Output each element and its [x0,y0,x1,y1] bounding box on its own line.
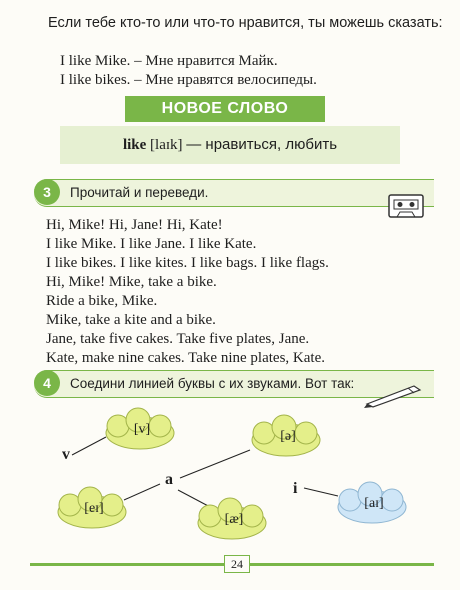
cassette-icon [388,194,424,218]
sound-ai: [aɪ] [364,496,384,511]
vocab-meaning: — нравиться, любить [186,136,338,153]
vocab-word: like [122,137,147,153]
letter-v: v [62,446,70,463]
reading-line: Jane, take five cakes. Take five plates, Jane. [46,331,310,347]
reading-line: I like Mike. I like Jane. I like Kate. [46,236,257,252]
task-number: 4 [34,370,60,396]
intro-text: Если тебе кто-то или что-то нравится, ты можешь сказать: [48,15,443,31]
reading-text [46,216,329,368]
letter-i: i [293,480,298,497]
reading-line: Kate, make nine cakes. Take nine plates, Kate. [46,350,325,366]
connector-line [304,488,338,496]
sound-ae: [æ] [224,512,244,527]
reading-line: Hi, Mike! Hi, Jane! Hi, Kate! [46,217,223,233]
letter-a: a [165,471,173,488]
task-number: 3 [34,179,60,205]
vocab-box [60,126,400,164]
reading-line: Mike, take a kite and a bike. [46,312,216,328]
reading-line: I like bikes. I like kites. I like bags. I like flags. [46,255,329,271]
sound-v: [v] [133,422,151,437]
vocab-transcription: [laɪk] [150,137,183,153]
reading-line: Ride a bike, Mike. [46,293,158,309]
connector-line [124,484,160,500]
sound-schwa: [ə] [280,429,296,444]
example-line: I like bikes. – Мне нравятся велосипеды. [60,72,317,88]
task-label: Соедини линией буквы с их звуками. Вот так: [70,376,355,391]
reading-line: Hi, Mike! Mike, take a bike. [46,274,217,290]
connector-line [72,437,106,455]
task-label: Прочитай и переведи. [70,185,209,200]
example-line: I like Mike. – Мне нравится Майк. [60,53,278,69]
new-word-banner: НОВОЕ СЛОВО [125,96,325,122]
page-number: 24 [224,555,250,573]
task-3-header [34,179,434,207]
sound-ei: [eɪ] [84,501,104,516]
connector-line [180,450,250,478]
